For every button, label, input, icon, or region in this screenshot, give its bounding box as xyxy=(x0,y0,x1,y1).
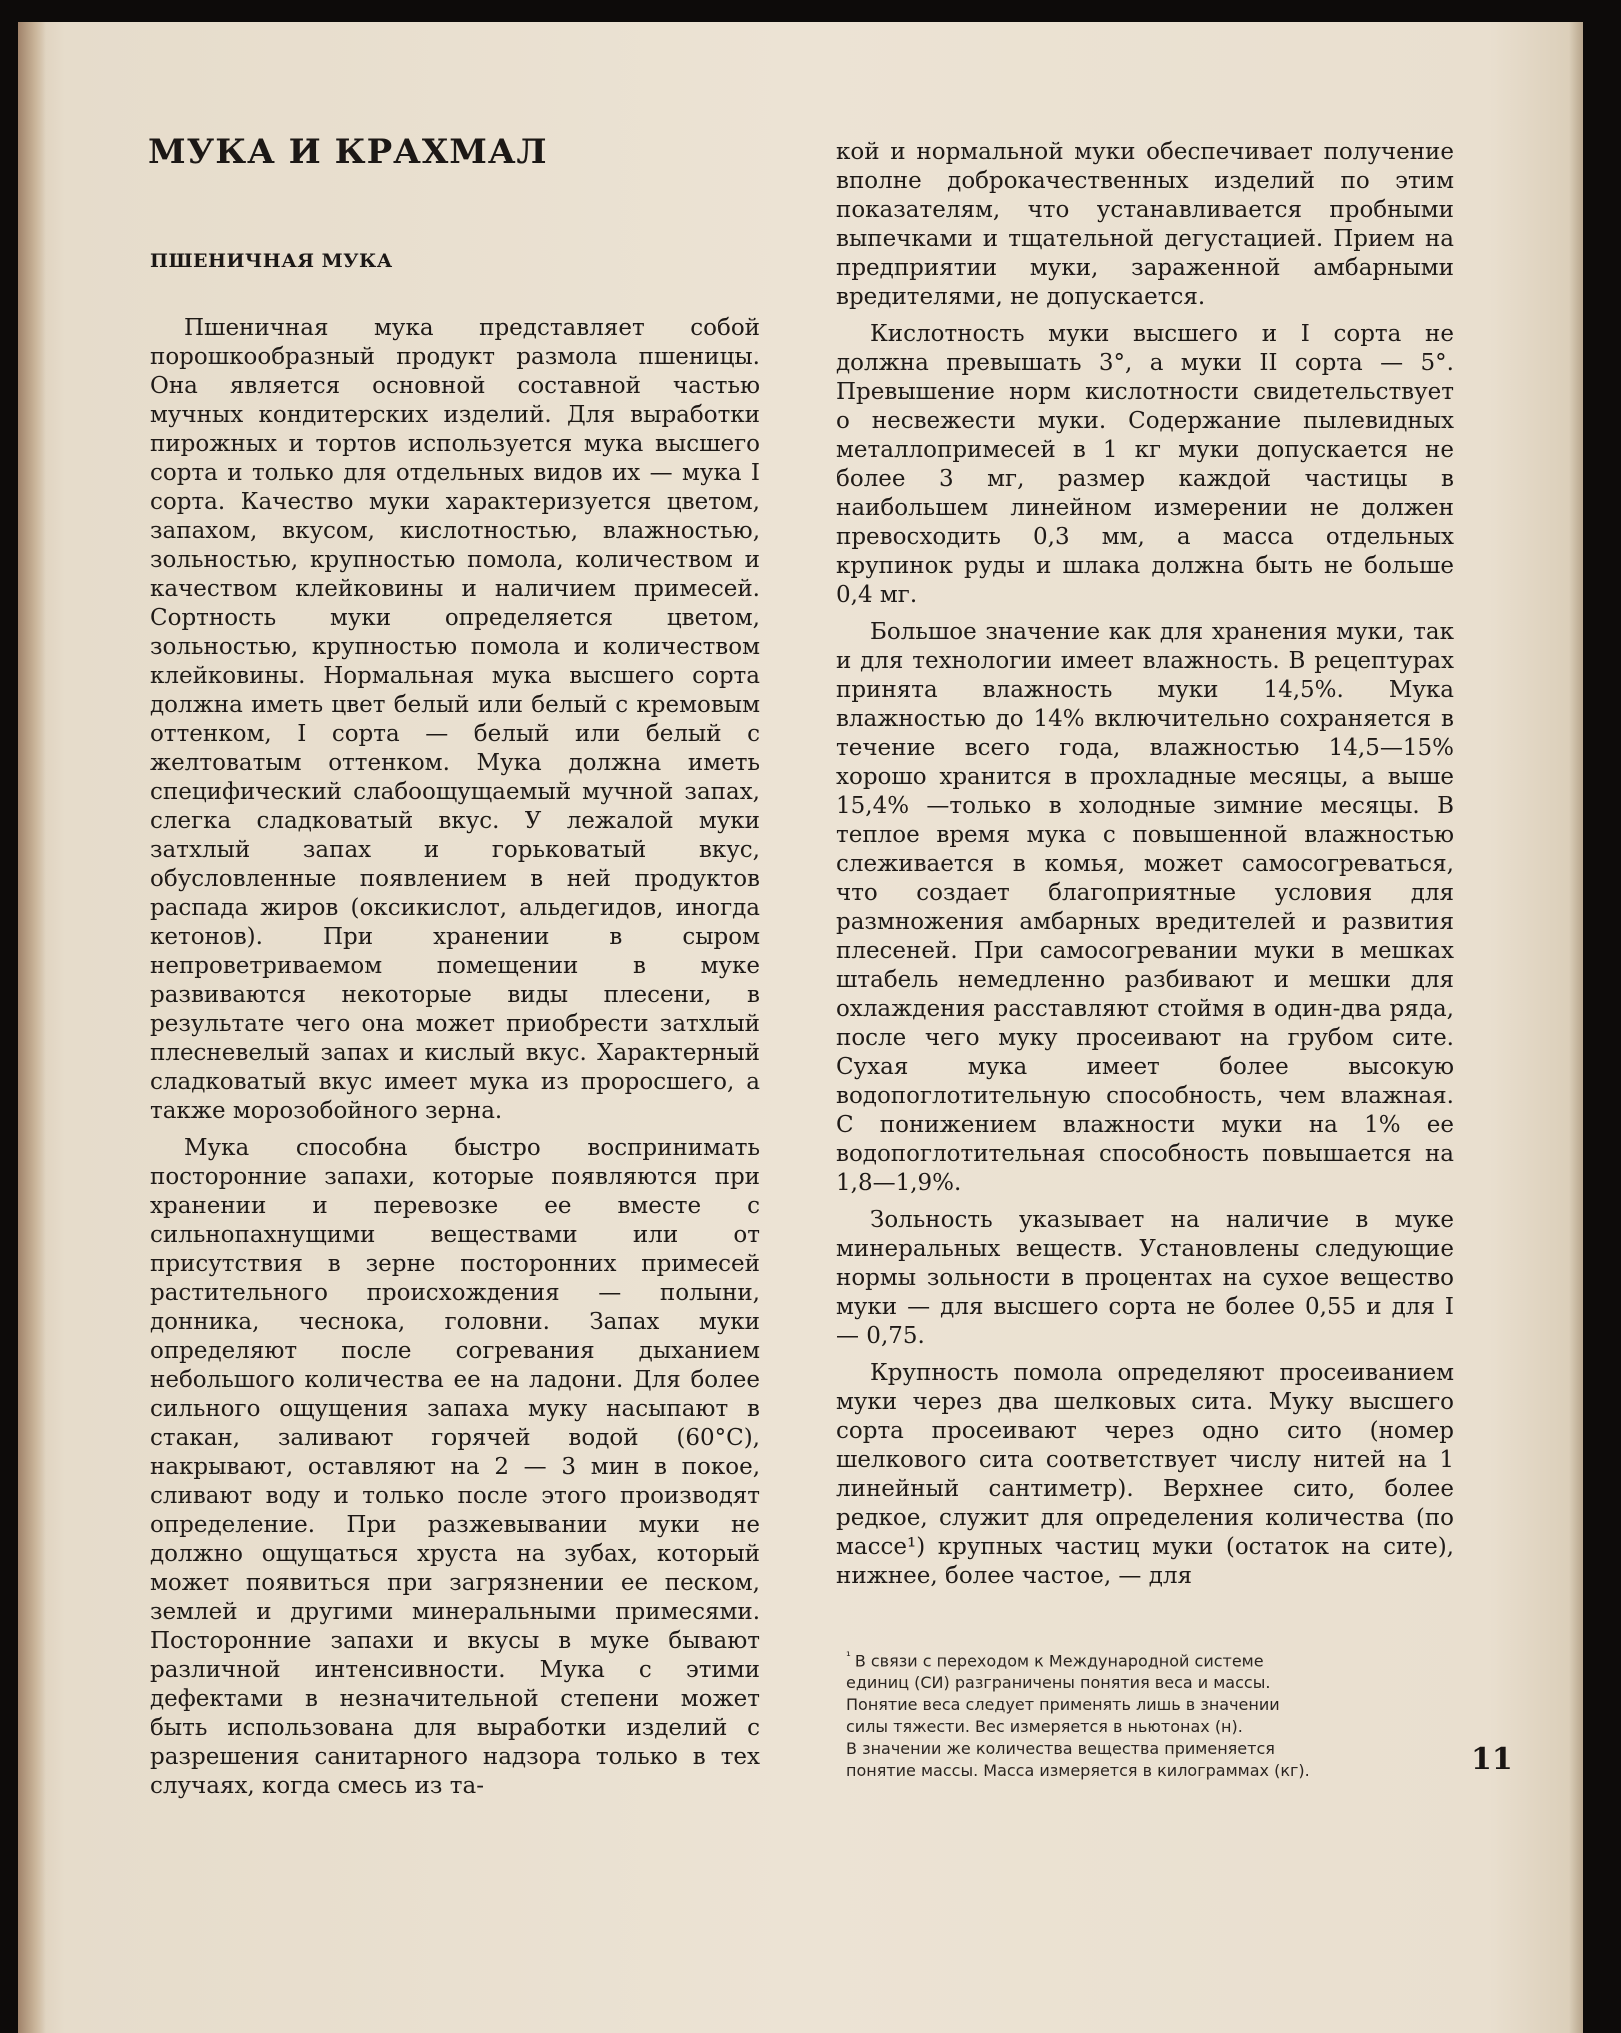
footnote xyxy=(846,1645,1436,1782)
page-number: 11 xyxy=(1471,1742,1513,1777)
paragraph: Крупность помола определяют просеиванием муки через два шелковых сита. Муку высшего сорта просеивают через одно сито (номер шелкового сита соответствует числу нитей на 1 линейный сантиметр). Верхнее сито, более редкое, служит для определения количества (по массе¹) крупных частиц муки (остаток на сите), нижнее, более частое, — для xyxy=(836,1360,1454,1589)
paragraph: кой и нормальной муки обеспечивает получение вполне доброкачественных изделий по этим показателям, что устанавливается пробными выпечками и тщательной дегустацией. Прием на предприятии муки, зараженной амбарными вредителями, не допускается. xyxy=(836,139,1454,310)
footnote-marker: ¹ xyxy=(846,1649,851,1663)
page-edge xyxy=(1569,22,1583,2033)
footnote-line: В значении же количества вещества применяется xyxy=(846,1739,1275,1759)
binding-shadow xyxy=(18,22,46,2033)
book-page xyxy=(18,22,1583,2033)
paragraph: Пшеничная мука представляет собой порошкообразный продукт размола пшеницы. Она является основной составной частью мучных кондитерских изделий. Для выработки пирожных и тортов используется мука высшего сорта и только для отдельных видов их — мука I сорта. Качество муки характеризуется цветом, запахом, вкусом, кислотностью, влажностью, зольностью, крупностью помола, количеством и качеством клейковины и наличием примесей. Сортность муки определяется цветом, зольностью, крупностью помола и количеством клейковины. Нормальная мука высшего сорта должна иметь цвет белый или белый с кремовым оттенком, I сорта — белый или белый с желтоватым оттенком. Мука должна иметь специфический слабоощущаемый мучной запах, слегка сладковатый вкус. У лежалой муки затхлый запах и горьковатый вкус, обусловленные появлением в ней продуктов распада жиров (оксикислот, альдегидов, иногда кетонов). При хранении в сыром непроветриваемом помещении в муке развиваются некоторые виды плесени, в результате чего она может приобрести затхлый плесневелый запах и кислый вкус. Характерный сладковатый вкус имеет мука из проросшего, а также морозобойного зерна. xyxy=(150,315,760,1124)
paragraph: Кислотность муки высшего и I сорта не должна превышать 3°, а муки II сорта — 5°. Превышение норм кислотности свидетельствует о несвежести муки. Содержание пылевидных металлопримесей в 1 кг муки допускается не более 3 мг, размер каждой частицы в наибольшем линейном измерении не должен превосходить 0,3 мм, а масса отдельных крупинок руды и шлака должна быть не больше 0,4 мг. xyxy=(836,321,1454,608)
left-column xyxy=(150,314,760,1809)
footnote-line: В связи с переходом к Международной системе xyxy=(854,1651,1264,1671)
footnote-line: Понятие веса следует применять лишь в значении xyxy=(846,1695,1280,1715)
right-column xyxy=(836,138,1454,1599)
chapter-title: МУКА И КРАХМАЛ xyxy=(148,132,548,172)
footnote-line: единиц (СИ) разграничены понятия веса и массы. xyxy=(846,1673,1271,1693)
paragraph: Большое значение как для хранения муки, так и для технологии имеет влажность. В рецептурах принята влажность муки 14,5%. Мука влажностью до 14% включительно сохраняется в течение всего года, влажностью 14,5—15% хорошо хранится в прохладные месяцы, а выше 15,4% —только в холодные зимние месяцы. В теплое время мука с повышенной влажностью слеживается в комья, может самосогреваться, что создает благоприятные условия для размножения амбарных вредителей и развития плесеней. При самосогревании муки в мешках штабель немедленно разбивают и мешки для охлаждения расставляют стоймя в один-два ряда, после чего муку просеивают на грубом сите. Сухая мука имеет более высокую водопоглотительную способность, чем влажная. С понижением влажности муки на 1% ее водопоглотительная способность повышается на 1,8—1,9%. xyxy=(836,619,1454,1196)
footnote-line: понятие массы. Масса измеряется в килограммах (кг). xyxy=(846,1761,1310,1781)
paragraph: Мука способна быстро воспринимать посторонние запахи, которые появляются при хранении и перевозке ее вместе с сильнопахнущими веществами или от присутствия в зерне посторонних примесей растительного происхождения — полыни, донника, чеснока, головни. Запах муки определяют после согревания дыханием небольшого количества ее на ладони. Для более сильного ощущения запаха муку насыпают в стакан, заливают горячей водой (60°C), накрывают, оставляют на 2 — 3 мин в покое, сливают воду и только после этого производят определение. При разжевывании муки не должно ощущаться хруста на зубах, который может появиться при загрязнении ее песком, землей и другими минеральными примесями. Посторонние запахи и вкусы в муке бывают различной интенсивности. Мука с этими дефектами в незначительной степени может быть использована для выработки изделий с разрешения санитарного надзора только в тех случаях, когда смесь из та- xyxy=(150,1135,760,1799)
section-heading: ПШЕНИЧНАЯ МУКА xyxy=(150,250,393,272)
paragraph: Зольность указывает на наличие в муке минеральных веществ. Установлены следующие нормы зольности в процентах на сухое вещество муки — для высшего сорта не более 0,55 и для I — 0,75. xyxy=(836,1207,1454,1349)
footnote-line: силы тяжести. Вес измеряется в ньютонах (н). xyxy=(846,1717,1243,1737)
